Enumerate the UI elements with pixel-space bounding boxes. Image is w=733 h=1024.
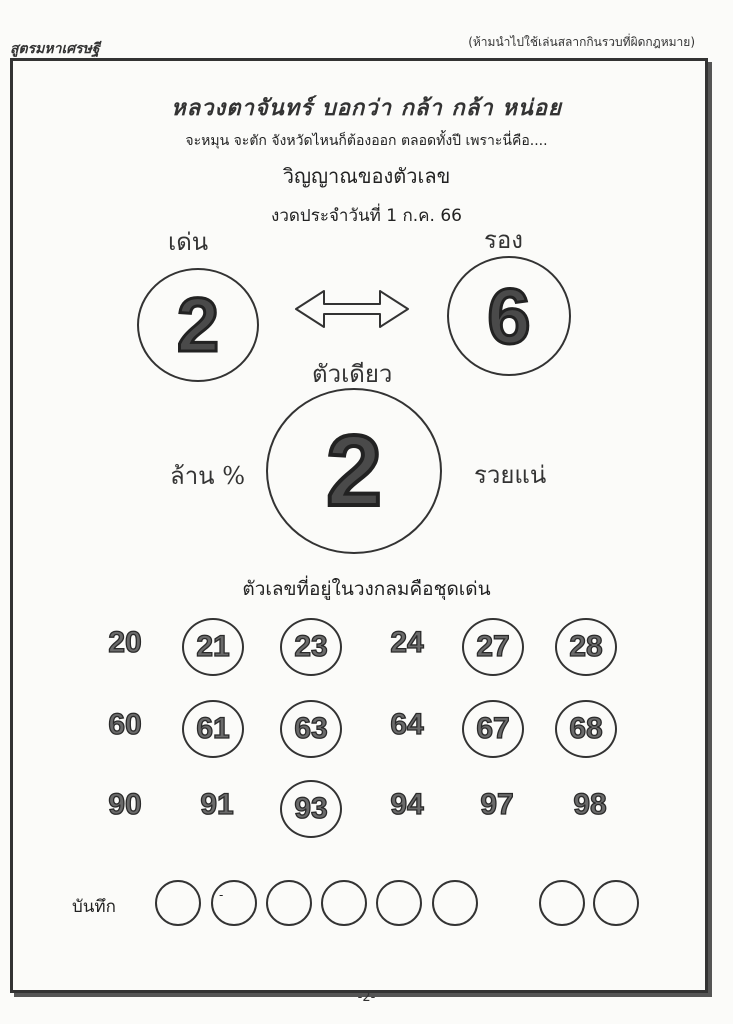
secondary-number-circle	[447, 256, 571, 376]
circled-number: 68	[555, 700, 617, 758]
grid-number: 91	[200, 788, 234, 821]
single-number: 2	[326, 414, 382, 527]
grid-number: 98	[573, 788, 607, 821]
draw-date: งวดประจำวันที่ 1 ก.ค. 66	[271, 206, 462, 226]
secondary-number: 6	[487, 271, 531, 360]
grid-number: 97	[480, 788, 514, 821]
note-mark: -	[219, 888, 224, 902]
section-heading: วิญญาณของตัวเลข	[282, 164, 451, 188]
note-circle	[376, 880, 422, 926]
note-circle	[211, 880, 257, 926]
single-right-text: รวยแน่	[474, 461, 547, 489]
grid-number: 64	[390, 708, 424, 741]
note-circle	[321, 880, 367, 926]
circled-number: 63	[280, 700, 342, 758]
grid-number: 60	[108, 708, 142, 741]
double-arrow-icon	[294, 287, 410, 331]
page-title: หลวงตาจันทร์ บอกว่า กล้า กล้า หน่อย	[171, 96, 562, 121]
circled-number: 61	[182, 700, 244, 758]
circled-number: 21	[182, 618, 244, 676]
grid-number: 94	[390, 788, 424, 821]
single-label: ตัวเดียว	[312, 360, 393, 388]
note-circle	[593, 880, 639, 926]
circled-number: 93	[280, 780, 342, 838]
lead-label: เด่น	[168, 228, 209, 256]
note-circle	[432, 880, 478, 926]
subtitle: จะหมุน จะตัก จังหวัดไหนก็ต้องออก ตลอดทั้งปี เพราะนี่คือ....	[185, 133, 548, 149]
single-number-circle	[266, 388, 442, 554]
note-circle	[155, 880, 201, 926]
lead-number: 2	[176, 282, 220, 368]
single-left-text: ล้าน %	[170, 462, 246, 490]
notes-label: บันทึก	[72, 897, 116, 917]
grid-number: 24	[390, 626, 424, 659]
notes-circles	[155, 880, 645, 930]
circled-number: 28	[555, 618, 617, 676]
brand-logo-text: สูตรมหาเศรษฐี	[10, 41, 100, 57]
note-circle	[539, 880, 585, 926]
secondary-label: รอง	[484, 226, 524, 254]
grid-number: 90	[108, 788, 142, 821]
circled-number: 27	[462, 618, 524, 676]
page-number: -2-	[357, 990, 376, 1005]
lead-number-circle	[137, 268, 259, 382]
grid-number: 20	[108, 626, 142, 659]
legal-warning: (ห้ามนำไปใช้เล่นสลากกินรวบที่ผิดกฎหมาย)	[468, 35, 695, 49]
circled-number: 23	[280, 618, 342, 676]
number-grid	[90, 618, 650, 848]
circled-number: 67	[462, 700, 524, 758]
note-circle	[266, 880, 312, 926]
circle-note: ตัวเลขที่อยู่ในวงกลมคือชุดเด่น	[242, 578, 491, 600]
